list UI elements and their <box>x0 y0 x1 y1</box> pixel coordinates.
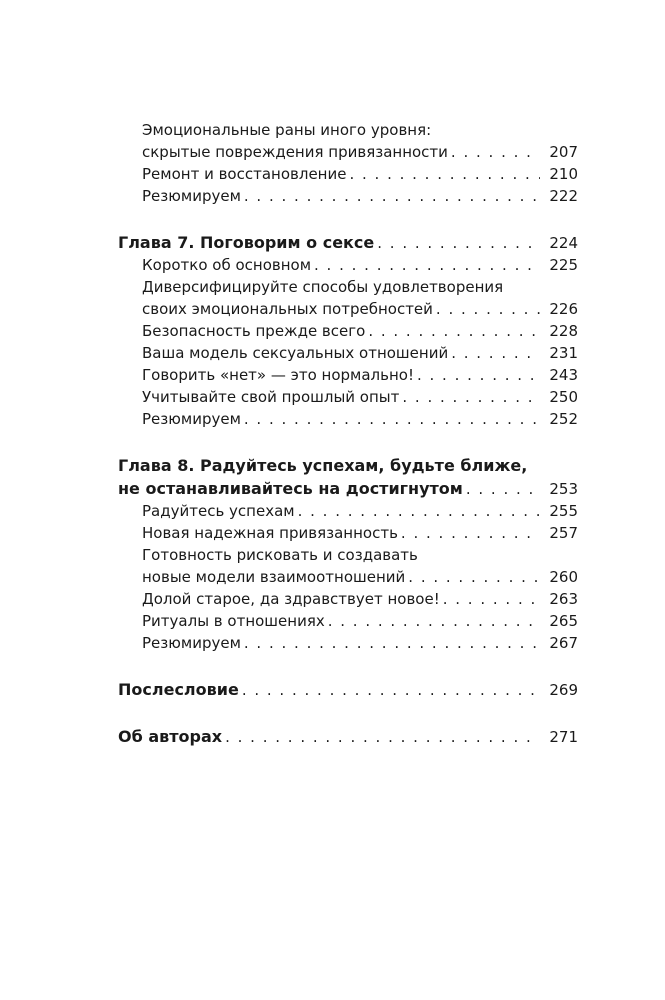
toc-entry-title: Учитывайте свой прошлый опыт <box>142 388 400 406</box>
toc-about-authors[interactable] <box>118 725 578 748</box>
chapter-title: Глава 7. Поговорим о сексе <box>118 233 375 252</box>
toc-entry[interactable] <box>118 185 578 207</box>
dot-leader <box>244 185 540 207</box>
toc-entry-title: Безопасность прежде всего <box>142 322 366 340</box>
toc-page-number: 263 <box>549 590 578 608</box>
dot-leader <box>417 364 540 386</box>
toc-entry[interactable] <box>118 610 578 632</box>
toc-entry-title: Ваша модель сексуальных отношений <box>142 344 449 362</box>
toc-page-number: 243 <box>549 366 578 384</box>
toc-entry[interactable] <box>118 254 578 276</box>
toc-entry-title: своих эмоциональных потребностей <box>142 300 433 318</box>
toc-page-number: 267 <box>549 634 578 652</box>
dot-leader <box>328 610 540 632</box>
toc-entry[interactable] <box>118 500 578 522</box>
dot-leader <box>443 588 540 610</box>
chapter-title-line: Глава 8. Радуйтесь успехам, будьте ближе, <box>118 456 528 475</box>
toc-entry-title: Ритуалы в отношениях <box>142 612 325 630</box>
toc-entry-title: Коротко об основном <box>142 256 312 274</box>
toc-entry[interactable] <box>118 566 578 588</box>
toc-entry-line: Эмоциональные раны иного уровня: <box>142 121 432 139</box>
toc-entry[interactable] <box>118 320 578 342</box>
dot-leader <box>314 254 540 276</box>
toc-page-number: 226 <box>549 300 578 318</box>
table-of-contents <box>118 119 578 748</box>
dot-leader <box>244 632 540 654</box>
dot-leader <box>242 679 540 702</box>
toc-chapter-8[interactable] <box>118 477 578 500</box>
toc-page-number: 257 <box>549 524 578 542</box>
toc-entry[interactable] <box>118 141 578 163</box>
toc-page-number: 207 <box>549 143 578 161</box>
dot-leader <box>466 478 540 501</box>
toc-entry[interactable] <box>118 386 578 408</box>
toc-entry-title: Радуйтесь успехам <box>142 502 295 520</box>
toc-page-number: 252 <box>549 410 578 428</box>
toc-page-number: 228 <box>549 322 578 340</box>
toc-entry-line: Готовность рисковать и создавать <box>142 546 418 564</box>
dot-leader <box>225 726 540 749</box>
toc-page-number: 210 <box>549 165 578 183</box>
dot-leader <box>451 342 540 364</box>
dot-leader <box>368 320 540 342</box>
dot-leader <box>408 566 540 588</box>
dot-leader <box>377 232 540 255</box>
toc-entry[interactable] <box>118 588 578 610</box>
toc-entry[interactable] <box>118 632 578 654</box>
toc-entry[interactable] <box>118 163 578 185</box>
toc-entry-title: Ремонт и восстановление <box>142 165 347 183</box>
chapter-title: Послесловие <box>118 680 239 699</box>
toc-page-number: 253 <box>549 480 578 498</box>
toc-entry-title: Новая надежная привязанность <box>142 524 398 542</box>
toc-entry-title: Резюмируем <box>142 187 241 205</box>
toc-page-number: 271 <box>549 728 578 746</box>
dot-leader <box>402 386 540 408</box>
toc-entry[interactable] <box>118 522 578 544</box>
toc-entry[interactable] <box>118 342 578 364</box>
toc-page-number: 250 <box>549 388 578 406</box>
dot-leader <box>401 522 540 544</box>
toc-entry[interactable] <box>118 408 578 430</box>
toc-entry[interactable] <box>118 364 578 386</box>
toc-entry-title: Резюмируем <box>142 634 241 652</box>
toc-page-number: 269 <box>549 681 578 699</box>
toc-entry[interactable] <box>118 298 578 320</box>
toc-entry-title: Резюмируем <box>142 410 241 428</box>
toc-page-number: 231 <box>549 344 578 362</box>
dot-leader <box>349 163 540 185</box>
dot-leader <box>298 500 540 522</box>
toc-entry-title: скрытые повреждения привязанности <box>142 143 448 161</box>
toc-entry-title: новые модели взаимоотношений <box>142 568 406 586</box>
toc-entry-line: Диверсифицируйте способы удовлетворения <box>142 278 504 296</box>
toc-afterword[interactable] <box>118 678 578 701</box>
toc-page-number: 224 <box>549 234 578 252</box>
chapter-title: Об авторах <box>118 727 223 746</box>
dot-leader <box>436 298 540 320</box>
chapter-title: не останавливайтесь на достигнутом <box>118 479 463 498</box>
toc-page-number: 260 <box>549 568 578 586</box>
toc-page-number: 255 <box>549 502 578 520</box>
dot-leader <box>244 408 540 430</box>
toc-page-number: 225 <box>549 256 578 274</box>
dot-leader <box>451 141 540 163</box>
toc-entry-title: Долой старое, да здравствует новое! <box>142 590 440 608</box>
toc-entry-title: Говорить «нет» — это нормально! <box>142 366 414 384</box>
toc-page-number: 222 <box>549 187 578 205</box>
toc-page-number: 265 <box>549 612 578 630</box>
toc-chapter-7[interactable] <box>118 231 578 254</box>
